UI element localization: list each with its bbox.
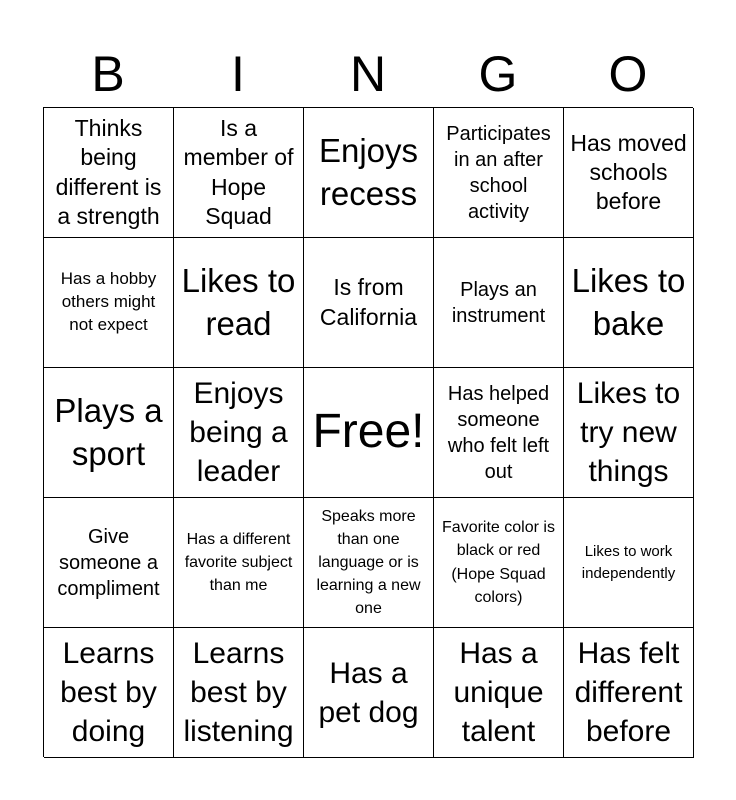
- bingo-cell[interactable]: [44, 108, 174, 238]
- bingo-cell[interactable]: [434, 498, 564, 628]
- cell-text: Has a unique talent: [453, 637, 544, 748]
- bingo-cell[interactable]: [434, 108, 564, 238]
- bingo-cell[interactable]: [174, 108, 304, 238]
- header-letter-g: G: [478, 46, 518, 102]
- free-space-text: Free!: [312, 405, 425, 459]
- cell-text: Thinks being different is a strength: [55, 115, 162, 229]
- cell-text: Has a different favorite subject than me: [184, 530, 293, 595]
- bingo-board: [43, 107, 693, 757]
- bingo-cell[interactable]: [174, 628, 304, 758]
- cell-text: Has a pet dog: [318, 656, 419, 729]
- cell-text: Likes to bake: [571, 262, 686, 342]
- bingo-cell[interactable]: [564, 238, 694, 368]
- bingo-cell[interactable]: [304, 628, 434, 758]
- bingo-cell[interactable]: [564, 368, 694, 498]
- cell-text: Plays an instrument: [451, 278, 546, 327]
- bingo-cell[interactable]: [44, 238, 174, 368]
- bingo-cell[interactable]: [304, 108, 434, 238]
- cell-text: Has moved schools before: [570, 129, 687, 215]
- cell-text: Favorite color is black or red (Hope Squad colors): [442, 519, 555, 606]
- bingo-cell[interactable]: [44, 498, 174, 628]
- cell-text: Enjoys being a leader: [189, 377, 288, 488]
- cell-text: Participates in an after school activity: [446, 122, 551, 223]
- bingo-cell[interactable]: [564, 108, 694, 238]
- cell-text: Likes to work independently: [581, 542, 676, 582]
- bingo-cell[interactable]: [434, 628, 564, 758]
- bingo-cell[interactable]: [174, 498, 304, 628]
- cell-text: Likes to read: [181, 262, 296, 342]
- header-letter-b: B: [91, 46, 125, 102]
- bingo-cell[interactable]: [174, 238, 304, 368]
- cell-text: Likes to try new things: [576, 377, 681, 488]
- bingo-cell[interactable]: [434, 238, 564, 368]
- cell-text: Has a hobby others might not expect: [60, 269, 157, 334]
- cell-text: Speaks more than one language or is learning a new one: [316, 507, 421, 618]
- bingo-cell[interactable]: [564, 628, 694, 758]
- bingo-cell[interactable]: [304, 238, 434, 368]
- bingo-cell[interactable]: [44, 628, 174, 758]
- bingo-cell[interactable]: [564, 498, 694, 628]
- header-letter-i: I: [231, 46, 245, 102]
- cell-text: Give someone a compliment: [57, 525, 160, 600]
- cell-text: Has felt different before: [574, 637, 683, 748]
- cell-text: Is a member of Hope Squad: [183, 115, 294, 229]
- bingo-cell[interactable]: [304, 498, 434, 628]
- header-letter-o: O: [608, 46, 648, 102]
- cell-text: Enjoys recess: [318, 132, 419, 212]
- cell-text: Is from California: [319, 274, 418, 330]
- bingo-cell-free[interactable]: [304, 368, 434, 498]
- bingo-cell[interactable]: [434, 368, 564, 498]
- cell-text: Plays a sport: [54, 392, 163, 472]
- bingo-header: [43, 40, 693, 108]
- cell-text: Has helped someone who felt left out: [447, 382, 550, 483]
- bingo-cell[interactable]: [174, 368, 304, 498]
- bingo-cell[interactable]: [44, 368, 174, 498]
- cell-text: Learns best by listening: [183, 637, 294, 748]
- header-letter-n: N: [349, 46, 387, 102]
- cell-text: Learns best by doing: [60, 637, 157, 748]
